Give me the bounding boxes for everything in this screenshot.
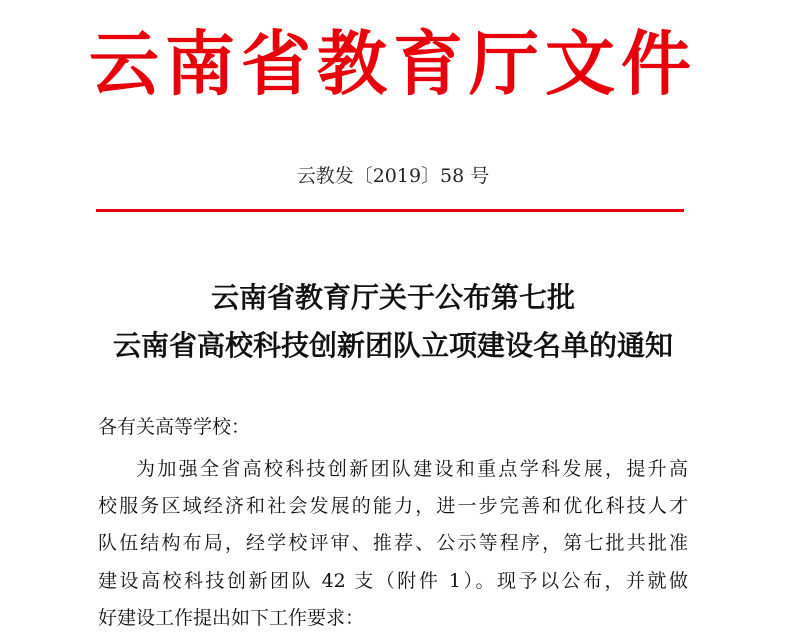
document-title-line-1: 云南省教育厅关于公布第七批 — [210, 281, 575, 314]
body-line-5: 好建设工作提出如下工作要求： — [98, 607, 365, 629]
red-divider-line — [96, 209, 684, 212]
body-line-2: 校服务区域经济和社会发展的能力，进一步完善和优化科技人才 — [98, 495, 688, 517]
document-title-line-2: 云南省高校科技创新团队立项建设名单的通知 — [112, 329, 673, 362]
document-number: 云教发〔2019〕58 号 — [296, 165, 490, 187]
document-masthead: 云南省教育厅文件 — [89, 23, 697, 105]
body-line-3: 队伍结构布局，经学校评审、推荐、公示等程序，第七批共批准 — [98, 532, 688, 554]
body-line-1: 为加强全省高校科技创新团队建设和重点学科发展，提升高 — [136, 458, 688, 480]
salutation: 各有关高等学校： — [98, 416, 251, 438]
body-line-4: 建设高校科技创新团队 42 支（附件 1）。现予以公布，并就做 — [98, 570, 688, 592]
